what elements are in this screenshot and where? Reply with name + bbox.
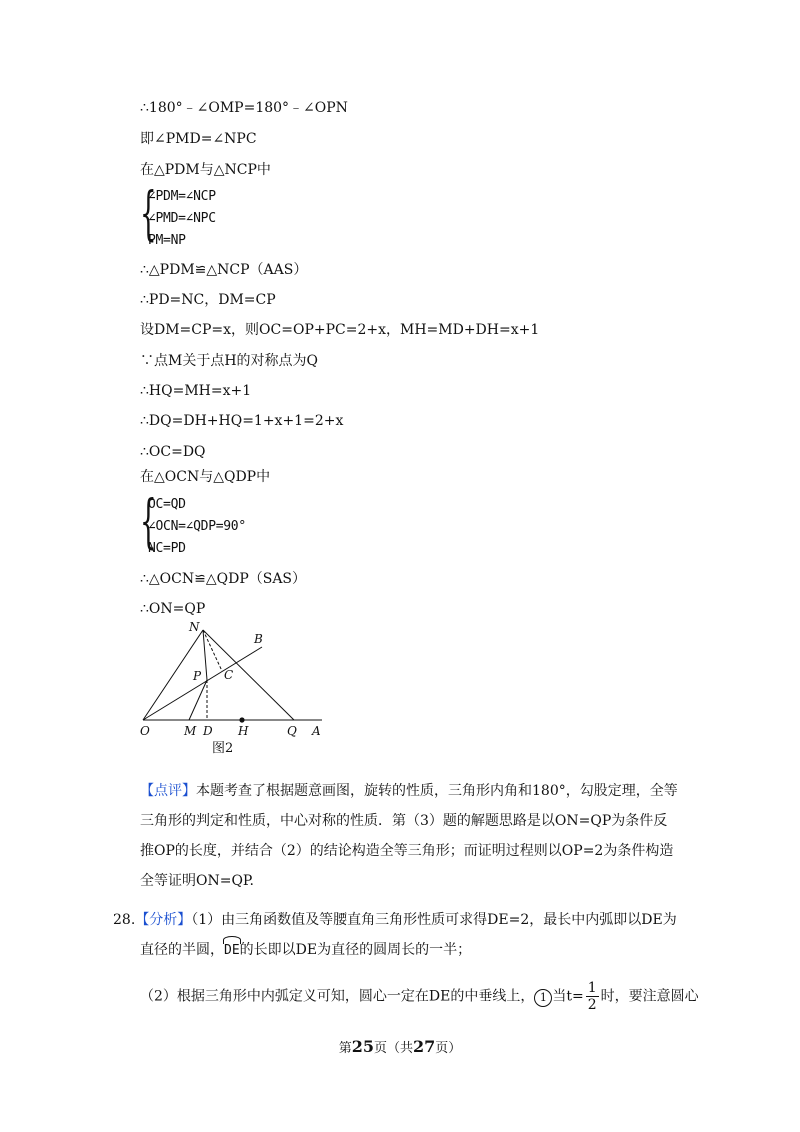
- q28-text-3c: 时，要注意圆心: [600, 988, 699, 1005]
- q28-number: 28.: [113, 912, 136, 928]
- q28-line-1: [113, 905, 677, 935]
- label-Q: Q: [287, 724, 297, 738]
- line-13: ∴ON=QP: [140, 601, 206, 617]
- line-5: ∴PD=NC，DM=CP: [140, 292, 276, 308]
- footer-page-number: 25: [351, 1037, 374, 1056]
- fraction-denominator: 2: [587, 997, 597, 1013]
- q28-tag: 【分析】: [135, 912, 192, 928]
- comment-text: 本题考查了根据题意画图，旋转的性质，三角形内角和180°，勾股定理，全等三角形的判定和性质，中心对称的性质．第（3）题的解题思路是以ON=QP为条件反推OP的长度，并结合（2）的结论构造全等三角形；而证明过程则以OP=2为条件构造全等证明ON=QP.: [140, 783, 678, 889]
- figure-caption: 图2: [212, 741, 234, 756]
- segment-ON: [143, 630, 203, 720]
- q28-text-1: （1）由三角函数值及等腰直角三角形性质可求得DE=2，最长中内弧即以DE为: [191, 912, 677, 928]
- q28-line-2: [140, 941, 471, 960]
- label-M: M: [184, 724, 197, 738]
- brace-1: {: [140, 179, 157, 247]
- q28-text-3b: 当t=: [552, 988, 584, 1005]
- q28-text-2a: 直径的半圆，: [140, 942, 224, 958]
- line-7: ∵点M关于点H的对称点为Q: [140, 353, 319, 369]
- label-P: P: [193, 669, 202, 683]
- brace-2: {: [140, 487, 157, 555]
- label-N: N: [189, 620, 200, 634]
- fraction-numerator: 1: [587, 980, 597, 996]
- q28-line-3: [140, 980, 699, 1013]
- line-12: ∴△OCN≌△QDP（SAS）: [140, 571, 307, 587]
- footer-pre: 第: [338, 1041, 352, 1056]
- system-2-row-1: OC=QD: [148, 497, 186, 512]
- label-C: C: [224, 668, 234, 682]
- system-2-row-3: NC=PD: [148, 541, 186, 556]
- fraction-one-half: [586, 980, 599, 1013]
- footer-post: 页）: [435, 1041, 462, 1056]
- segment-NQ: [203, 630, 294, 720]
- label-A: A: [312, 724, 321, 738]
- line-6: 设DM=CP=x，则OC=OP+PC=2+x，MH=MD+DH=x+1: [140, 322, 540, 338]
- segment-NC-dashed: [203, 630, 222, 671]
- line-4: ∴△PDM≌△NCP（AAS）: [140, 262, 308, 278]
- label-O: O: [140, 724, 150, 738]
- q28-text-2b: 的长即以DE为直径的圆周长的一半；: [239, 942, 472, 958]
- label-D: D: [203, 724, 213, 738]
- line-2: 即∠PMD=∠NPC: [140, 131, 257, 147]
- arc-DE: DE: [224, 943, 240, 958]
- system-1-row-1: ∠PDM=∠NCP: [148, 189, 216, 204]
- circled-number-1: 1: [534, 989, 552, 1007]
- comment-paragraph: [140, 776, 680, 896]
- comment-tag: 【点评】: [140, 783, 196, 799]
- segment-NP: [203, 630, 207, 680]
- label-H: H: [238, 724, 249, 738]
- q28-text-3a: （2）根据三角形中内弧定义可知，圆心一定在DE的中垂线上，: [140, 988, 535, 1005]
- footer-total-pages: 27: [413, 1037, 436, 1056]
- system-1-row-2: ∠PMD=∠NPC: [148, 211, 216, 226]
- system-1-row-3: PM=NP: [148, 233, 186, 248]
- line-8: ∴HQ=MH=x+1: [140, 383, 252, 399]
- line-11: 在△OCN与△QDP中: [140, 469, 271, 485]
- line-3: 在△PDM与△NCP中: [140, 162, 271, 178]
- label-B: B: [254, 632, 263, 646]
- ray-OB: [143, 647, 262, 720]
- footer-mid: 页（共: [373, 1041, 413, 1056]
- page-footer: [0, 1037, 800, 1056]
- system-2-row-2: ∠OCN=∠QDP=90°: [148, 519, 246, 534]
- point-H-dot: [239, 717, 244, 722]
- line-9: ∴DQ=DH+HQ=1+x+1=2+x: [140, 413, 344, 429]
- line-1: ∴180°﹣∠OMP=180°﹣∠OPN: [140, 100, 348, 116]
- segment-MP: [189, 680, 207, 720]
- line-10: ∴OC=DQ: [140, 444, 206, 460]
